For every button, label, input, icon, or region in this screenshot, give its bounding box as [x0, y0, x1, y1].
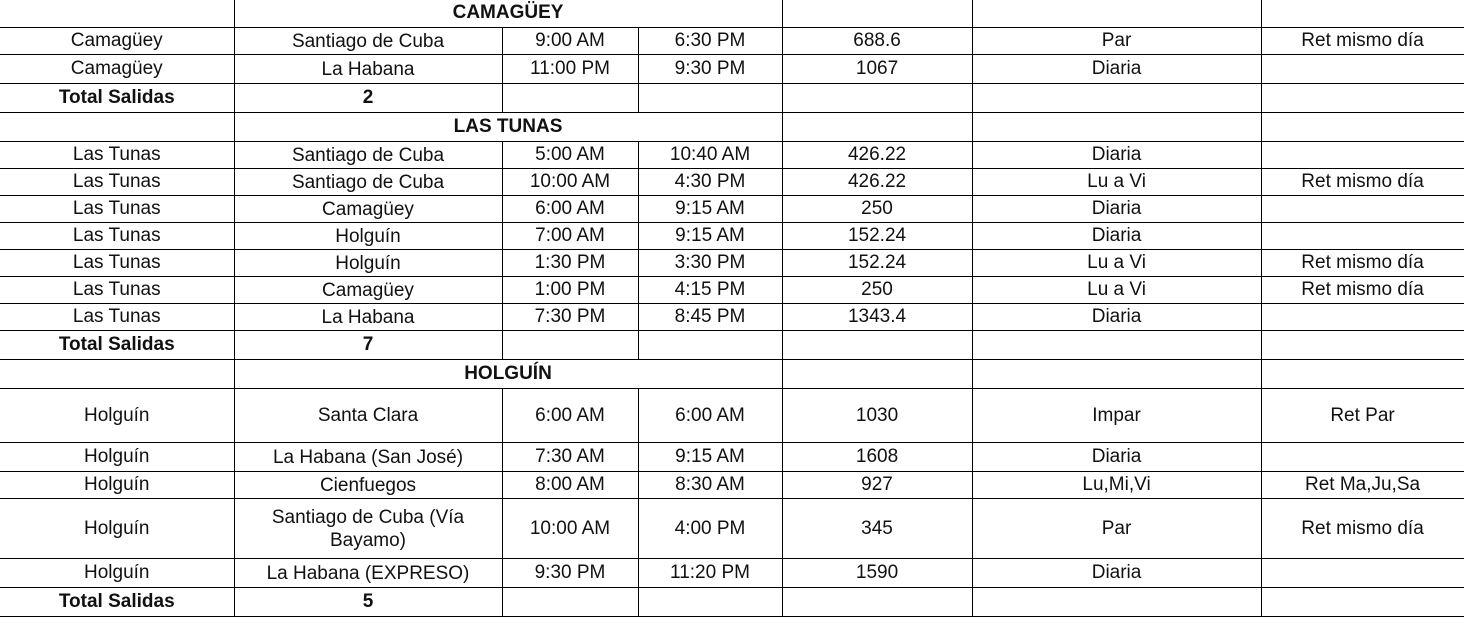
frequency-cell: Diaria	[972, 55, 1261, 84]
total-value: 5	[234, 588, 502, 617]
distance-cell: 688.6	[782, 28, 972, 55]
arrival-cell: 4:15 PM	[638, 277, 782, 304]
origin-cell: Las Tunas	[0, 250, 234, 277]
distance-cell: 426.22	[782, 169, 972, 196]
departure-cell: 6:00 AM	[502, 389, 638, 443]
frequency-cell: Diaria	[972, 196, 1261, 223]
departure-cell: 1:30 PM	[502, 250, 638, 277]
route-row	[0, 223, 1464, 250]
destination-cell: Santiago de Cuba (Vía Bayamo)	[234, 499, 502, 559]
empty-cell	[638, 331, 782, 360]
note-cell	[1261, 223, 1464, 250]
arrival-cell: 9:15 AM	[638, 223, 782, 250]
arrival-cell: 4:30 PM	[638, 169, 782, 196]
origin-cell: Las Tunas	[0, 223, 234, 250]
arrival-cell: 9:30 PM	[638, 55, 782, 84]
note-cell: Ret mismo día	[1261, 277, 1464, 304]
section-header-row	[0, 113, 1464, 142]
empty-cell	[972, 360, 1261, 389]
arrival-cell: 9:15 AM	[638, 443, 782, 472]
frequency-cell: Par	[972, 499, 1261, 559]
note-cell	[1261, 142, 1464, 169]
departure-cell: 9:00 AM	[502, 28, 638, 55]
note-cell: Ret Par	[1261, 389, 1464, 443]
note-cell	[1261, 196, 1464, 223]
origin-cell: Holguín	[0, 389, 234, 443]
empty-cell	[782, 0, 972, 28]
departure-cell: 7:30 PM	[502, 304, 638, 331]
empty-cell	[782, 84, 972, 113]
note-cell	[1261, 304, 1464, 331]
distance-cell: 1067	[782, 55, 972, 84]
route-row	[0, 55, 1464, 84]
total-label: Total Salidas	[0, 588, 234, 617]
destination-cell: Holguín	[234, 223, 502, 250]
empty-cell	[0, 0, 234, 28]
distance-cell: 152.24	[782, 250, 972, 277]
destination-cell: La Habana	[234, 304, 502, 331]
destination-cell: Camagüey	[234, 196, 502, 223]
distance-cell: 345	[782, 499, 972, 559]
empty-cell	[782, 113, 972, 142]
distance-cell: 250	[782, 196, 972, 223]
route-row	[0, 443, 1464, 472]
empty-cell	[782, 588, 972, 617]
origin-cell: Las Tunas	[0, 304, 234, 331]
distance-cell: 927	[782, 472, 972, 499]
empty-cell	[0, 113, 234, 142]
destination-cell: Santiago de Cuba	[234, 169, 502, 196]
destination-cell: La Habana (EXPRESO)	[234, 559, 502, 588]
note-cell: Ret mismo día	[1261, 169, 1464, 196]
destination-cell: Camagüey	[234, 277, 502, 304]
origin-cell: Las Tunas	[0, 142, 234, 169]
destination-cell: La Habana (San José)	[234, 443, 502, 472]
route-row	[0, 304, 1464, 331]
note-cell	[1261, 559, 1464, 588]
departure-cell: 7:30 AM	[502, 443, 638, 472]
origin-cell: Las Tunas	[0, 196, 234, 223]
departure-cell: 6:00 AM	[502, 196, 638, 223]
distance-cell: 1343.4	[782, 304, 972, 331]
departure-cell: 10:00 AM	[502, 169, 638, 196]
total-label: Total Salidas	[0, 84, 234, 113]
empty-cell	[972, 588, 1261, 617]
arrival-cell: 8:45 PM	[638, 304, 782, 331]
empty-cell	[1261, 588, 1464, 617]
origin-cell: Holguín	[0, 559, 234, 588]
note-cell: Ret mismo día	[1261, 28, 1464, 55]
frequency-cell: Par	[972, 28, 1261, 55]
departure-cell: 11:00 PM	[502, 55, 638, 84]
empty-cell	[1261, 360, 1464, 389]
frequency-cell: Diaria	[972, 559, 1261, 588]
route-row	[0, 499, 1464, 559]
empty-cell	[1261, 113, 1464, 142]
route-row	[0, 389, 1464, 443]
empty-cell	[972, 113, 1261, 142]
empty-cell	[972, 331, 1261, 360]
origin-cell: Holguín	[0, 443, 234, 472]
section-title: LAS TUNAS	[234, 113, 782, 142]
empty-cell	[638, 84, 782, 113]
note-cell: Ret mismo día	[1261, 250, 1464, 277]
empty-cell	[502, 331, 638, 360]
route-row	[0, 196, 1464, 223]
route-row	[0, 250, 1464, 277]
note-cell: Ret mismo día	[1261, 499, 1464, 559]
empty-cell	[0, 360, 234, 389]
route-row	[0, 28, 1464, 55]
total-label: Total Salidas	[0, 331, 234, 360]
departure-cell: 7:00 AM	[502, 223, 638, 250]
destination-cell: Santiago de Cuba	[234, 142, 502, 169]
total-row	[0, 588, 1464, 617]
note-cell: Ret Ma,Ju,Sa	[1261, 472, 1464, 499]
total-row	[0, 331, 1464, 360]
distance-cell: 1030	[782, 389, 972, 443]
distance-cell: 426.22	[782, 142, 972, 169]
origin-cell: Camagüey	[0, 28, 234, 55]
destination-cell: La Habana	[234, 55, 502, 84]
frequency-cell: Impar	[972, 389, 1261, 443]
section-title: CAMAGÜEY	[234, 0, 782, 28]
frequency-cell: Lu a Vi	[972, 169, 1261, 196]
total-value: 7	[234, 331, 502, 360]
distance-cell: 250	[782, 277, 972, 304]
route-row	[0, 559, 1464, 588]
arrival-cell: 6:30 PM	[638, 28, 782, 55]
distance-cell: 1590	[782, 559, 972, 588]
arrival-cell: 9:15 AM	[638, 196, 782, 223]
section-header-row	[0, 360, 1464, 389]
note-cell	[1261, 55, 1464, 84]
departure-cell: 10:00 AM	[502, 499, 638, 559]
frequency-cell: Diaria	[972, 443, 1261, 472]
distance-cell: 1608	[782, 443, 972, 472]
empty-cell	[1261, 331, 1464, 360]
departure-cell: 1:00 PM	[502, 277, 638, 304]
total-row	[0, 84, 1464, 113]
origin-cell: Las Tunas	[0, 169, 234, 196]
empty-cell	[972, 84, 1261, 113]
frequency-cell: Diaria	[972, 223, 1261, 250]
distance-cell: 152.24	[782, 223, 972, 250]
frequency-cell: Lu a Vi	[972, 250, 1261, 277]
arrival-cell: 6:00 AM	[638, 389, 782, 443]
note-cell	[1261, 443, 1464, 472]
route-row	[0, 277, 1464, 304]
frequency-cell: Lu a Vi	[972, 277, 1261, 304]
route-row	[0, 169, 1464, 196]
destination-cell: Holguín	[234, 250, 502, 277]
origin-cell: Holguín	[0, 472, 234, 499]
empty-cell	[502, 588, 638, 617]
empty-cell	[502, 84, 638, 113]
arrival-cell: 10:40 AM	[638, 142, 782, 169]
empty-cell	[638, 588, 782, 617]
total-value: 2	[234, 84, 502, 113]
departure-cell: 9:30 PM	[502, 559, 638, 588]
section-header-row	[0, 0, 1464, 28]
departure-cell: 8:00 AM	[502, 472, 638, 499]
frequency-cell: Diaria	[972, 142, 1261, 169]
destination-cell: Santiago de Cuba	[234, 28, 502, 55]
empty-cell	[782, 331, 972, 360]
section-title: HOLGUÍN	[234, 360, 782, 389]
route-row	[0, 142, 1464, 169]
arrival-cell: 3:30 PM	[638, 250, 782, 277]
departure-cell: 5:00 AM	[502, 142, 638, 169]
arrival-cell: 4:00 PM	[638, 499, 782, 559]
frequency-cell: Diaria	[972, 304, 1261, 331]
empty-cell	[972, 0, 1261, 28]
arrival-cell: 11:20 PM	[638, 559, 782, 588]
origin-cell: Las Tunas	[0, 277, 234, 304]
empty-cell	[1261, 84, 1464, 113]
origin-cell: Holguín	[0, 499, 234, 559]
destination-cell: Santa Clara	[234, 389, 502, 443]
empty-cell	[1261, 0, 1464, 28]
empty-cell	[782, 360, 972, 389]
arrival-cell: 8:30 AM	[638, 472, 782, 499]
route-row	[0, 472, 1464, 499]
origin-cell: Camagüey	[0, 55, 234, 84]
frequency-cell: Lu,Mi,Vi	[972, 472, 1261, 499]
destination-cell: Cienfuegos	[234, 472, 502, 499]
